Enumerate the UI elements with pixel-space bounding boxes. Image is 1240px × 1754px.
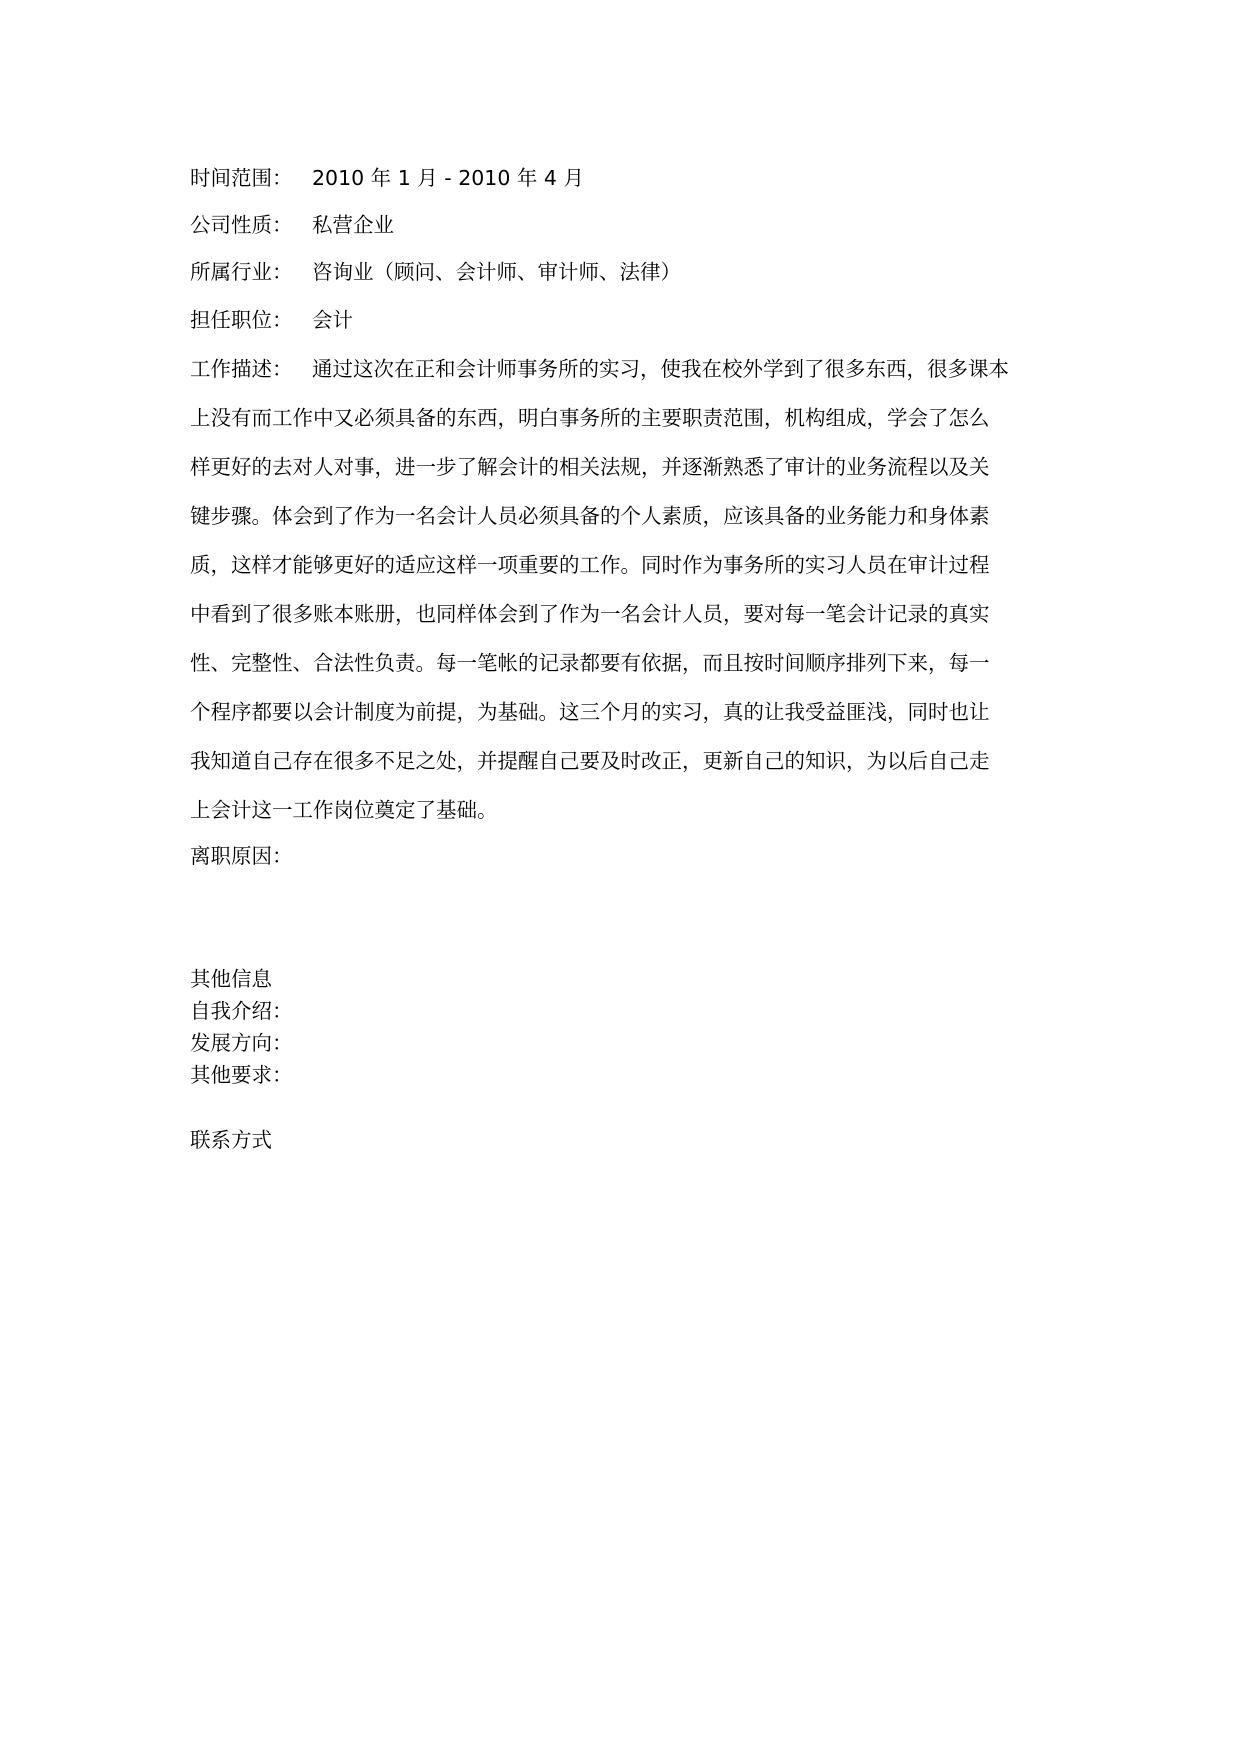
- time-range-value: 2010 年 1 月 - 2010 年 4 月: [312, 166, 584, 190]
- position-label: 担任职位：: [190, 308, 293, 332]
- time-range-row: [190, 154, 584, 202]
- industry-value: 咨询业（顾问、会计师、审计师、法律）: [312, 260, 681, 284]
- job-description-text: 键步骤。体会到了作为一名会计人员必须具备的个人素质，应该具备的业务能力和身体素: [190, 504, 990, 528]
- job-description-text: 上会计这一工作岗位奠定了基础。: [190, 798, 498, 822]
- position-value: 会计: [312, 308, 353, 332]
- job-description: [190, 345, 1070, 835]
- leave-reason-row: [190, 832, 312, 880]
- job-description-line: [190, 345, 1070, 394]
- job-description-label: 工作描述：: [190, 357, 293, 381]
- job-description-text: 上没有而工作中又必须具备的东西，明白事务所的主要职责范围，机构组成，学会了怎么: [190, 406, 990, 430]
- job-description-text: 中看到了很多账本账册，也同样体会到了作为一名会计人员，要对每一笔会计记录的真实: [190, 602, 990, 626]
- other-requirements-label: 其他要求：: [190, 1063, 293, 1087]
- job-description-text: 样更好的去对人对事，进一步了解会计的相关法规，并逐渐熟悉了审计的业务流程以及关: [190, 455, 990, 479]
- contact-section: [190, 1124, 272, 1156]
- industry-label: 所属行业：: [190, 260, 293, 284]
- job-description-text: 通过这次在正和会计师事务所的实习，使我在校外学到了很多东西，很多课本: [312, 357, 1009, 381]
- development-label: 发展方向：: [190, 1031, 293, 1055]
- job-description-text: 我知道自己存在很多不足之处，并提醒自己要及时改正，更新自己的知识，为以后自己走: [190, 749, 990, 773]
- other-info-section: [190, 963, 293, 1091]
- company-type-row: [190, 201, 394, 249]
- company-type-value: 私营企业: [312, 213, 394, 237]
- industry-row: [190, 248, 681, 296]
- position-row: [190, 296, 353, 344]
- time-range-label: 时间范围：: [190, 166, 293, 190]
- self-intro-label: 自我介绍：: [190, 999, 293, 1023]
- job-description-text: 质，这样才能够更好的适应这样一项重要的工作。同时作为事务所的实习人员在审计过程: [190, 553, 990, 577]
- job-description-text: 个程序都要以会计制度为前提，为基础。这三个月的实习，真的让我受益匪浅，同时也让: [190, 700, 990, 724]
- other-info-heading: 其他信息: [190, 967, 272, 991]
- job-description-text: 性、完整性、合法性负责。每一笔帐的记录都要有依据，而且按时间顺序排列下来，每一: [190, 651, 990, 675]
- leave-reason-label: 离职原因：: [190, 844, 293, 868]
- company-type-label: 公司性质：: [190, 213, 293, 237]
- contact-heading: 联系方式: [190, 1128, 272, 1152]
